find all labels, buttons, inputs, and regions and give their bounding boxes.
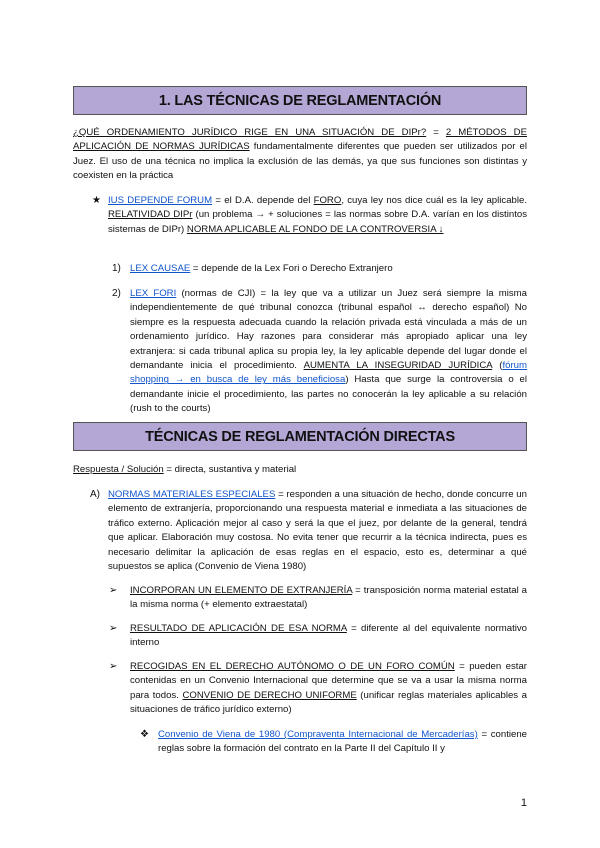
lex-causae-paragraph (130, 262, 527, 276)
respuesta-line (73, 463, 527, 477)
inseguridad-term: AUMENTA LA INSEGURIDAD JURÍDICA (303, 360, 493, 372)
arrow-bullet-icon: ➢ (109, 585, 118, 596)
lex-fori-text-2: ( (492, 360, 503, 372)
convenio-uniforme-term: CONVENIO DE DERECHO UNIFORME (182, 689, 357, 701)
item-a-marker: A) (90, 489, 100, 500)
intro-metodos: 2 MÉTODOS DE APLICACIÓN DE NORMAS JURÍDICAS (73, 127, 527, 153)
intro-rest: fundamentalmente diferentes que pueden ser utilizados por el Juez. El uso de una técnica no implica la exclusión de las demás, ya que sus funciones son distintas y coexisten en la práctica (73, 141, 527, 182)
arrow-item-1-term: INCORPORAN UN ELEMENTO DE EXTRANJERÍA (130, 585, 353, 596)
respuesta-label: Respuesta / Solución (73, 464, 164, 475)
lex-causae-text: = depende de la Lex Fori o Derecho Extranjero (190, 263, 393, 274)
section-heading-banner-2 (73, 422, 527, 451)
arrow-item-3 (130, 660, 527, 718)
arrow-item-3-text-2: (unificar reglas materiales aplicables a situaciones de tráfico jurídico externo) (130, 689, 527, 716)
item-2-marker: 2) (112, 288, 121, 299)
intro-paragraph (73, 126, 527, 184)
normas-materiales-link[interactable]: NORMAS MATERIALES ESPECIALES (108, 489, 276, 500)
convenio-viena-paragraph (158, 728, 527, 757)
arrow-item-2-term: RESULTADO DE APLICACIÓN DE ESA NORMA (130, 623, 347, 634)
arrow-bullet-icon: ➢ (109, 623, 118, 634)
star-bullet-icon: ★ (92, 195, 101, 206)
arrow-item-3-term: RECOGIDAS EN EL DERECHO AUTÓNOMO O DE UN FORO COMÚN (130, 661, 455, 672)
section-heading: 1. LAS TÉCNICAS DE REGLAMENTACIÓN (158, 92, 442, 109)
normas-materiales-text: = responden a una situación de hecho, donde concurre un elemento de extranjería, proporcionando una respuesta material e inmediata a las situaciones de tráfico externo. Aplicación mejor al caso y será la que el juez, por delante de la general, tendrá que aplicar. Elaboración muy costosa. No evita tener que recurrir a la técnica indirecta, pues es necesario delimitar la aplicación de esas reglas en el espacio, esto es, determinar a qué supuestos se aplica (Convenio de Viena 1980) (108, 489, 527, 573)
item-1-marker: 1) (112, 263, 121, 274)
section-heading-banner (73, 86, 527, 115)
foro-term: FORO (313, 195, 342, 206)
forum-shopping-link[interactable]: fórum shopping → en busca de ley más beneficiosa (130, 360, 527, 386)
intro-eq: = (426, 127, 446, 138)
ius-text-2: , cuya ley nos dice cuál es la ley aplicable. (341, 195, 527, 206)
arrow-item-1-text: = transposición norma material estatal a la misma norma (+ elemento extraestatal) (130, 585, 527, 611)
lex-fori-text-1: (normas de CJI) = la ley que va a utilizar un Juez será siempre la misma independientemente de qué tribunal conozca (tribunal español ↔ derecho español) No siempre es la respuesta adecuada cuando la relación privada está vinculada a más de un ordenamiento jurídico. Hay razones para considerar más apropiado aplicar una ley extranjera: si cada tribunal aplica su propia ley, la ley aplicable depende del lugar donde el demandante inicia el procedimiento. (130, 288, 527, 372)
page-number: 1 (520, 797, 527, 809)
arrow-item-3-text: = pueden estar contenidas en un Convenio Internacional que determine que se va a usar la misma norma para todos. (130, 661, 527, 701)
norma-aplicable-term: NORMA APLICABLE AL FONDO DE LA CONTROVERSIA ↓ (186, 223, 444, 235)
intro-question: ¿QUÉ ORDENAMIENTO JURÍDICO RIGE EN UNA SITUACIÓN DE DIPr? (73, 127, 427, 138)
lex-fori-text-3: ) Hasta que surge la controversia o el demandante inicie el procedimiento, las partes no conocerán la ley aplicable a su relación (rush to the courts) (130, 374, 527, 415)
arrow-bullet-icon: ➢ (109, 661, 118, 672)
arrow-item-2 (130, 622, 527, 651)
relatividad-term: RELATIVIDAD DIPr (108, 209, 193, 221)
convenio-viena-text: = contiene reglas sobre la formación del contrato en la Parte II del Capítulo II y (158, 729, 527, 755)
ius-text-1: = el D.A. depende del (212, 195, 314, 206)
arrow-item-2-text: = diferente al del equivalente normativo interno (130, 623, 527, 649)
lex-fori-paragraph (130, 287, 527, 417)
respuesta-text: = directa, sustantiva y material (163, 464, 297, 475)
ius-paragraph (108, 194, 527, 237)
section-heading-2: TÉCNICAS DE REGLAMENTACIÓN DIRECTAS (145, 428, 455, 445)
arrow-item-1 (130, 584, 527, 613)
lex-causae-link[interactable]: LEX CAUSAE (130, 263, 191, 274)
ius-text-3: (un problema → + soluciones = las normas sobre D.A. varían en los distintos sistemas de DIPr) (108, 209, 527, 235)
ius-link[interactable]: IUS DEPENDE FORUM (108, 195, 213, 206)
normas-materiales-paragraph (108, 488, 527, 574)
convenio-viena-link[interactable]: Convenio de Viena de 1980 (Compraventa Internacional de Mercaderías) (158, 729, 478, 740)
diamond-bullet-icon: ❖ (140, 729, 149, 740)
lex-fori-link[interactable]: LEX FORI (130, 288, 177, 299)
